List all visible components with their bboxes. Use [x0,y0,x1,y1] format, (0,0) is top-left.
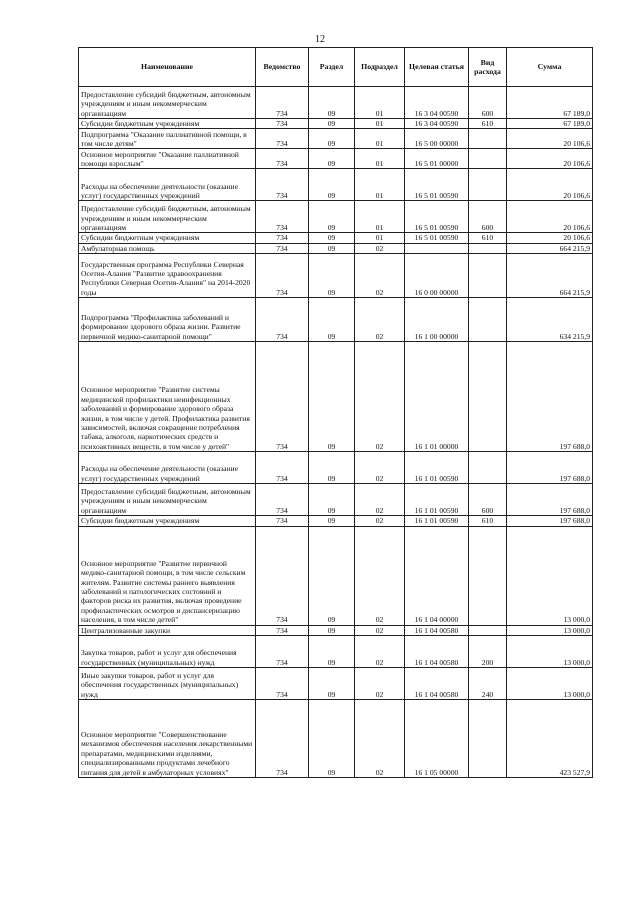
cell-dept: 734 [256,87,309,119]
table-row [79,243,593,253]
cell-exp-type [469,169,507,201]
cell-dept: 734 [256,452,309,484]
cell-section: 09 [309,233,355,243]
cell-subsection: 01 [355,233,405,243]
cell-section: 09 [309,668,355,700]
cell-dept: 734 [256,119,309,129]
cell-subsection: 02 [355,298,405,342]
cell-name: Основное мероприятие "Оказание паллиативной помощи взрослым" [79,149,256,169]
cell-subsection: 01 [355,169,405,201]
cell-dept: 734 [256,149,309,169]
cell-name: Закупка товаров, работ и услуг для обеспечения государственных (муниципальных) нужд [79,636,256,668]
table-row [79,233,593,243]
cell-sum: 13 000,0 [507,636,593,668]
cell-name: Подпрограмма "Оказание паллиативной помощи, в том числе детям" [79,129,256,149]
table-row [79,700,593,778]
header-dept: Ведомство [256,48,309,87]
cell-exp-type [469,625,507,635]
cell-article: 16 0 00 00000 [405,254,469,298]
cell-section: 09 [309,526,355,625]
table-row [79,342,593,452]
cell-dept: 734 [256,169,309,201]
cell-article: 16 5 01 00590 [405,201,469,233]
cell-article: 16 5 01 00590 [405,169,469,201]
cell-exp-type [469,700,507,778]
cell-subsection: 02 [355,625,405,635]
cell-sum: 197 688,0 [507,342,593,452]
cell-exp-type: 240 [469,668,507,700]
table-row [79,526,593,625]
table-header-row [79,48,593,87]
cell-name: Расходы на обеспечение деятельности (оказание услуг) государственных учреждений [79,452,256,484]
cell-exp-type [469,452,507,484]
header-name: Наименование [79,48,256,87]
cell-dept: 734 [256,484,309,516]
cell-name: Субсидии бюджетным учреждениям [79,233,256,243]
cell-section: 09 [309,342,355,452]
cell-subsection: 01 [355,129,405,149]
cell-name: Основное мероприятие "Развитие первичной медико-санитарной помощи, в том числе сельским жителям. Развитие системы раннего выявления заболеваний и патологических состояний и факторов риска их развития, включая проведение профилактических осмотров и диспансеризацию населения, в том числе детей" [79,526,256,625]
cell-section: 09 [309,516,355,526]
cell-section: 09 [309,625,355,635]
cell-article: 16 1 01 00000 [405,342,469,452]
cell-dept: 734 [256,254,309,298]
table-row [79,668,593,700]
cell-name: Амбулаторная помощь [79,243,256,253]
cell-subsection: 01 [355,201,405,233]
cell-dept: 734 [256,342,309,452]
cell-sum: 13 000,0 [507,668,593,700]
cell-subsection: 02 [355,700,405,778]
cell-article: 16 1 01 00590 [405,516,469,526]
cell-name: Основное мероприятие "Совершенствование механизмов обеспечения населения лекарственными препаратами, медицинскими изделиями, специализированными продуктами лечебного питания для детей в амбулаторных условиях" [79,700,256,778]
cell-exp-type [469,342,507,452]
cell-section: 09 [309,636,355,668]
cell-sum: 67 189,0 [507,119,593,129]
cell-dept: 734 [256,700,309,778]
cell-dept: 734 [256,201,309,233]
table-row [79,119,593,129]
header-exp-type: Вид расхода [469,48,507,87]
cell-dept: 734 [256,298,309,342]
cell-dept: 734 [256,243,309,253]
cell-article: 16 1 04 00580 [405,668,469,700]
cell-dept: 734 [256,636,309,668]
cell-section: 09 [309,243,355,253]
table-row [79,87,593,119]
cell-subsection: 02 [355,484,405,516]
cell-sum: 20 106,6 [507,169,593,201]
cell-name: Расходы на обеспечение деятельности (оказание услуг) государственных учреждений [79,169,256,201]
cell-section: 09 [309,298,355,342]
cell-article [405,243,469,253]
cell-sum: 20 106,6 [507,201,593,233]
cell-subsection: 02 [355,342,405,452]
cell-dept: 734 [256,516,309,526]
cell-article: 16 3 04 00590 [405,119,469,129]
cell-article: 16 5 01 00000 [405,149,469,169]
header-section: Раздел [309,48,355,87]
cell-section: 09 [309,129,355,149]
cell-exp-type [469,526,507,625]
cell-subsection: 01 [355,149,405,169]
table-row [79,254,593,298]
cell-sum: 197 688,0 [507,484,593,516]
header-sum: Сумма [507,48,593,87]
cell-article: 16 1 04 00000 [405,526,469,625]
cell-sum: 20 106,6 [507,129,593,149]
cell-sum: 13 000,0 [507,526,593,625]
cell-article: 16 1 01 00590 [405,484,469,516]
cell-section: 09 [309,87,355,119]
cell-name: Централизованные закупки [79,625,256,635]
cell-subsection: 02 [355,452,405,484]
cell-name: Иные закупки товаров, работ и услуг для обеспечения государственных (муниципальных) нужд [79,668,256,700]
cell-dept: 734 [256,526,309,625]
table-row [79,625,593,635]
cell-section: 09 [309,201,355,233]
cell-sum: 423 527,9 [507,700,593,778]
table-row [79,149,593,169]
cell-dept: 734 [256,129,309,149]
budget-table [78,47,593,778]
cell-subsection: 01 [355,87,405,119]
cell-exp-type [469,254,507,298]
cell-sum: 634 215,9 [507,298,593,342]
cell-name: Субсидии бюджетным учреждениям [79,119,256,129]
cell-subsection: 02 [355,526,405,625]
cell-name: Предоставление субсидий бюджетным, автономным учреждениям и иным некоммерческим организациям [79,87,256,119]
cell-section: 09 [309,169,355,201]
table-row [79,636,593,668]
cell-subsection: 02 [355,243,405,253]
cell-sum: 197 688,0 [507,516,593,526]
cell-name: Предоставление субсидий бюджетным, автономным учреждениям и иным некоммерческим организациям [79,201,256,233]
cell-article: 16 1 01 00590 [405,452,469,484]
table-row [79,298,593,342]
table-row [79,201,593,233]
cell-article: 16 1 04 00580 [405,625,469,635]
page-number: 12 [315,34,325,45]
cell-exp-type [469,149,507,169]
cell-name: Основное мероприятие "Развитие системы медицинской профилактики неинфекционных заболеваний и формирование здорового образа жизни, в том числе у детей. Профилактика развития зависимостей, включая сокращение потребления табака, алкоголя, наркотических средств и психоактивных веществ, в том числе у детей" [79,342,256,452]
cell-exp-type: 610 [469,516,507,526]
cell-exp-type: 200 [469,636,507,668]
cell-subsection: 02 [355,668,405,700]
cell-sum: 664 215,9 [507,254,593,298]
table-row [79,169,593,201]
cell-subsection: 02 [355,516,405,526]
cell-dept: 734 [256,625,309,635]
cell-subsection: 02 [355,636,405,668]
cell-section: 09 [309,119,355,129]
cell-exp-type [469,129,507,149]
cell-section: 09 [309,254,355,298]
table-row [79,129,593,149]
table-row [79,452,593,484]
cell-subsection: 01 [355,119,405,129]
cell-section: 09 [309,700,355,778]
cell-exp-type: 600 [469,484,507,516]
table-row [79,484,593,516]
cell-exp-type: 600 [469,201,507,233]
cell-article: 16 5 01 00590 [405,233,469,243]
cell-exp-type [469,243,507,253]
table-row [79,516,593,526]
cell-sum: 67 189,0 [507,87,593,119]
header-article: Целевая статья [405,48,469,87]
cell-exp-type: 610 [469,233,507,243]
cell-name: Государственная программа Республики Северная Осетия-Алания "Развитие здравоохранения Республики Северная Осетия-Алания" на 2014-2020 годы [79,254,256,298]
cell-name: Предоставление субсидий бюджетным, автономным учреждениям и иным некоммерческим организациям [79,484,256,516]
cell-dept: 734 [256,233,309,243]
cell-name: Субсидии бюджетным учреждениям [79,516,256,526]
header-subsection: Подраздел [355,48,405,87]
cell-sum: 13 000,0 [507,625,593,635]
cell-sum: 20 106,6 [507,233,593,243]
cell-article: 16 3 04 00590 [405,87,469,119]
cell-article: 16 1 05 00000 [405,700,469,778]
cell-exp-type: 610 [469,119,507,129]
cell-exp-type: 600 [469,87,507,119]
cell-section: 09 [309,149,355,169]
cell-exp-type [469,298,507,342]
cell-article: 16 1 04 00580 [405,636,469,668]
cell-article: 16 1 00 00000 [405,298,469,342]
cell-section: 09 [309,484,355,516]
cell-name: Подпрограмма "Профилактика заболеваний и формирование здорового образа жизни. Развитие первичной медико-санитарной помощи" [79,298,256,342]
cell-article: 16 5 00 00000 [405,129,469,149]
cell-section: 09 [309,452,355,484]
cell-sum: 664 215,9 [507,243,593,253]
cell-subsection: 02 [355,254,405,298]
cell-dept: 734 [256,668,309,700]
cell-sum: 20 106,6 [507,149,593,169]
cell-sum: 197 688,0 [507,452,593,484]
